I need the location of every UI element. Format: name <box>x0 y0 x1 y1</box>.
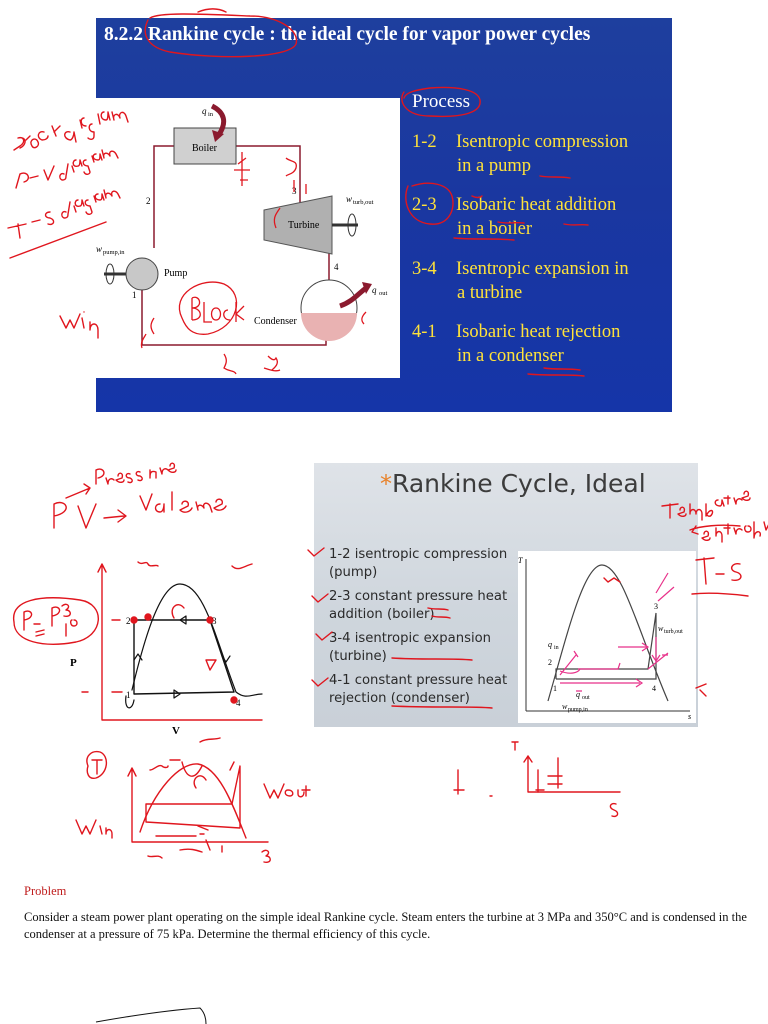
pv-state-1: 1 <box>126 690 131 700</box>
ts-state-2: 2 <box>548 658 552 667</box>
svg-text:q: q <box>576 690 580 699</box>
cycle-step: 2-3 constant pressure heat addition (boiler) <box>329 589 508 622</box>
pv-state-2: 2 <box>126 616 131 626</box>
q-out-label: q <box>372 285 377 295</box>
problem-text: Consider a steam power plant operating on the simple ideal Rankine cycle. Steam enters the turbine at 3 MPa and 350°C and is condensed in the condenser at a pressure of 75 kPa. Determine the thermal efficiency of this cycle. <box>24 910 747 941</box>
state-2: 2 <box>146 196 151 206</box>
svg-text:pump,in: pump,in <box>568 707 588 713</box>
slide2-title: *Rankine Cycle, Ideal <box>380 469 646 498</box>
condenser-label: Condenser <box>254 316 297 327</box>
w-turb-label: w <box>346 194 353 204</box>
svg-text:in: in <box>208 111 214 118</box>
process-item: 3-4 Isentropic expansion in a turbine <box>412 259 629 303</box>
pv-state-4: 4 <box>236 698 241 708</box>
ts-state-3: 3 <box>654 602 658 611</box>
w-pump-label: w <box>96 244 103 254</box>
boiler-label: Boiler <box>192 143 217 154</box>
svg-text:turb,out: turb,out <box>353 199 374 206</box>
svg-text:in: in <box>554 645 559 651</box>
s-axis-label: s <box>688 712 692 721</box>
svg-text:out: out <box>379 290 388 297</box>
svg-text:out: out <box>582 695 590 701</box>
pv-state-3: 3 <box>212 616 217 626</box>
slide-title: 8.2.2 Rankine cycle : the ideal cycle for vapor power cycles <box>104 24 591 45</box>
ts-state-4: 4 <box>652 684 656 693</box>
t-axis-label: T <box>518 556 523 565</box>
state-3: 3 <box>292 186 297 196</box>
cycle-step: 3-4 isentropic expansion (turbine) <box>329 631 492 664</box>
cycle-step: 1-2 isentropic compression (pump) <box>329 547 508 580</box>
turbine-label: Turbine <box>288 220 320 231</box>
process-item: 2-3 Isobaric heat addition in a boiler <box>412 195 617 239</box>
state-4: 4 <box>334 262 339 272</box>
pv-x-label: V <box>172 725 180 737</box>
ts-state-1: 1 <box>553 684 557 693</box>
svg-text:q: q <box>548 640 552 649</box>
svg-text:turb,out: turb,out <box>664 629 683 635</box>
svg-text:pump,in: pump,in <box>103 249 125 256</box>
pv-y-label: P <box>70 657 77 669</box>
process-item: 1-2 Isentropic compression in a pump <box>412 132 629 176</box>
problem-heading: Problem <box>24 884 67 898</box>
process-heading: Process <box>412 91 471 112</box>
cycle-step: 4-1 constant pressure heat rejection (condenser) <box>329 673 508 706</box>
state-1: 1 <box>132 290 137 300</box>
pump-label: Pump <box>164 268 188 279</box>
svg-text:w: w <box>658 624 664 633</box>
process-item: 4-1 Isobaric heat rejection in a condenser <box>412 322 621 366</box>
q-in-label: q <box>202 106 207 116</box>
svg-text:w: w <box>562 702 568 711</box>
